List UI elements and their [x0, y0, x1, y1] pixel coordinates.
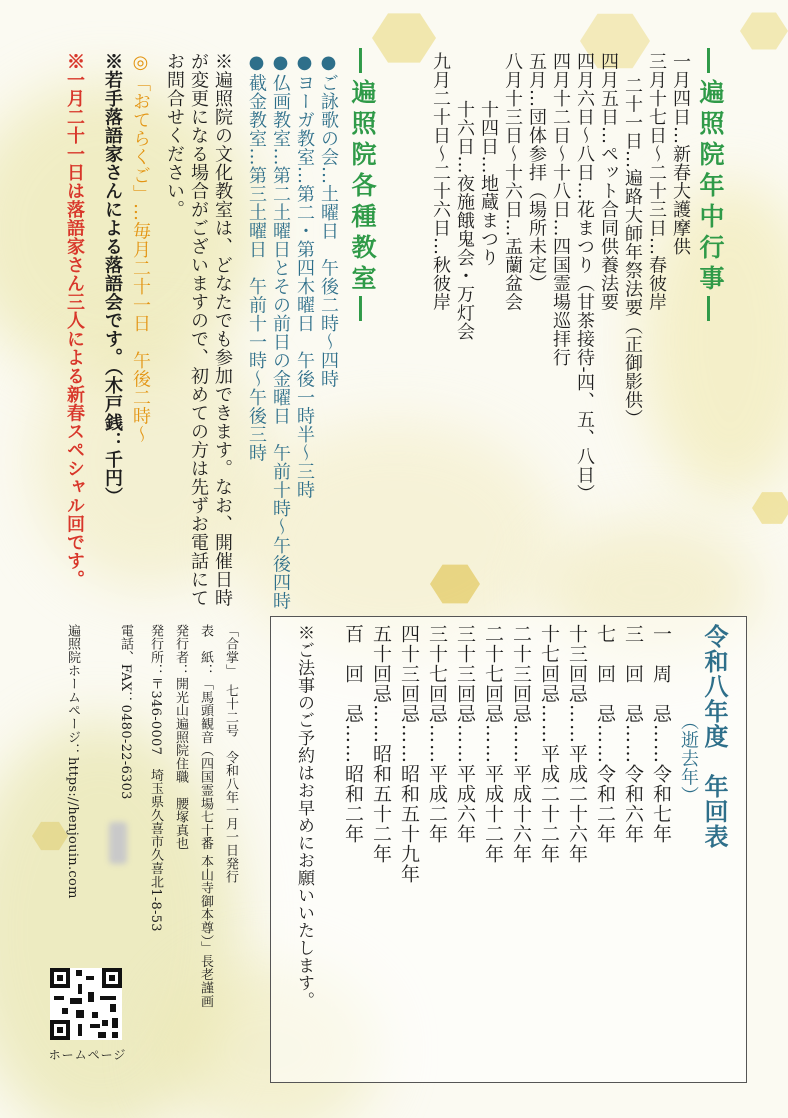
class-item: ●仏画教室…第二土曜日とその前日の金曜日 午前十時～午後四時 — [270, 52, 291, 610]
qr-code[interactable] — [50, 968, 122, 1040]
event-item: 十六日…夜施餓鬼会・万灯会 — [454, 100, 475, 341]
gold-hexagon-decoration — [740, 10, 788, 52]
classes-title: ―遍照院各種教室― — [348, 48, 377, 327]
event-item: 四月五日…ペット合同供養法要 — [598, 52, 619, 311]
colophon-cover: 表 紙：「馬頭観音（四国霊場七十番 本山寺御本尊）」長老謹画 — [198, 624, 213, 1008]
rakugo-note: ※若手落語家さんによる落語会です。（木戸銭：千円） — [102, 52, 123, 506]
blurred-redaction — [109, 822, 127, 864]
event-item: 二十一日…遍路大師年祭法要（正御影供） — [622, 76, 643, 428]
colophon-homepage: 遍照院ホームページ：https://henjouin.com — [65, 624, 80, 899]
classes-note: ※遍照院の文化教室は、どなたでも参加できます。なお、開催日時 — [212, 52, 233, 607]
rakugo-special-note: ※一月二十一日は落語家さん三人による新春スペシャル回です。 — [64, 52, 85, 589]
class-item: ●ご詠歌の会…土曜日 午後二時～四時 — [318, 52, 339, 388]
event-item: 四月六日～八日…花まつり（甘茶接待-四、五、八日） — [574, 52, 595, 503]
colophon-address: 発行所：〒346-0007 埼玉県久喜市久喜北1-8-53 — [148, 624, 163, 932]
class-item: ●ヨーガ教室…第二・第四木曜日 午後一時半～三時 — [294, 52, 315, 499]
colophon-issue: 「合掌」 七十二号 令和八年一月一日発行 — [223, 624, 238, 884]
annual-events-title: ―遍照院年中行事― — [696, 48, 725, 327]
event-item: 四月十二日～十八日…四国霊場巡拝行 — [550, 52, 571, 367]
event-item: 十四日…地蔵まつり — [478, 100, 499, 267]
memorial-table-subtitle: （逝去年） — [678, 712, 699, 805]
memorial-row: 七 回 忌……令和二年 — [594, 624, 616, 844]
event-item: 三月十七日～二十三日…春彼岸 — [646, 52, 667, 311]
memorial-row: 四十三回忌……昭和五十九年 — [398, 624, 420, 884]
memorial-row: 三十七回忌……平成二年 — [426, 624, 448, 844]
classes-note: お問合せください。 — [164, 52, 185, 219]
memorial-note: ※ご法事のご予約はお早めにお願いいたします。 — [294, 624, 314, 1009]
memorial-row: 三 回 忌……令和六年 — [622, 624, 644, 844]
colophon-publisher: 発行者：開光山遍照院住職 腰塚真也 — [173, 624, 188, 851]
memorial-row: 五十回忌……昭和五十二年 — [370, 624, 392, 864]
class-item: ●截金教室…第三土曜日 午前十一時～午後三時 — [246, 52, 267, 462]
gold-hexagon-decoration — [372, 10, 436, 66]
memorial-row: 二十七回忌……平成十二年 — [482, 624, 504, 864]
memorial-row: 一 周 忌……令和七年 — [650, 624, 672, 844]
memorial-table-title: 令和八年度 年回表 — [700, 624, 729, 849]
event-item: 五月…団体参拝（場所未定） — [526, 52, 547, 293]
event-item: 八月十三日～十六日…盂蘭盆会 — [502, 52, 523, 311]
colophon-phone: 電話、FAX：0480-22-6303 — [118, 624, 133, 800]
event-item: 九月二十日～二十六日…秋彼岸 — [430, 52, 451, 311]
memorial-row: 十七回忌……平成二十二年 — [538, 624, 560, 864]
memorial-row: 三十三回忌……平成六年 — [454, 624, 476, 844]
otera-kugo-info: ◎「おてらくご」…毎月二十一日 午後二時～ — [130, 52, 151, 444]
memorial-row: 二十三回忌……平成十六年 — [510, 624, 532, 864]
memorial-row: 十三回忌……平成二十六年 — [566, 624, 588, 864]
gold-hexagon-decoration — [752, 490, 788, 526]
event-item: 一月四日…新春大護摩供 — [670, 52, 691, 256]
qr-caption: ホームページ — [48, 1048, 127, 1062]
classes-note: が変更になる場合がございますので、初めての方は先ずお電話にて — [188, 52, 209, 607]
memorial-row: 百 回 忌……昭和二年 — [342, 624, 364, 844]
